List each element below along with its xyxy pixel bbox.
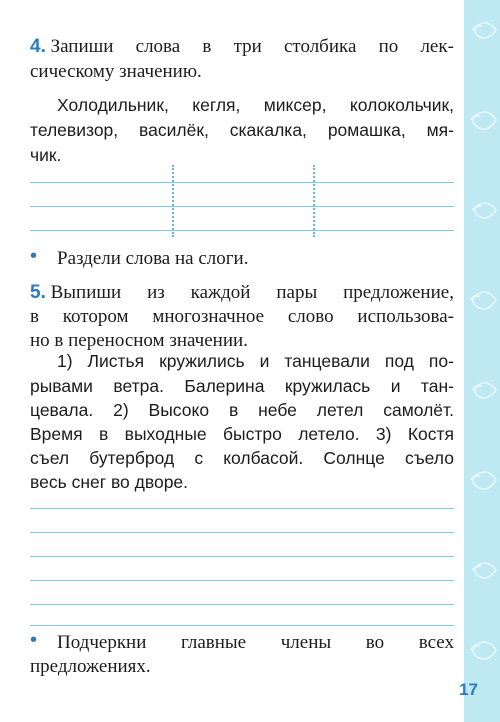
task4-words-line2: телевизор, василёк, скакалка, ромашка, мя- xyxy=(30,120,454,140)
writing-line xyxy=(30,580,454,581)
task5-text-line5: съел бутерброд с колбасой. Солнце съело xyxy=(30,448,454,468)
task4-subtask: Раздели слова на слоги. xyxy=(57,248,249,269)
task5-subtask-line1: Подчеркни главные члены во всех xyxy=(57,632,454,653)
task4-number: 4. xyxy=(30,36,46,57)
task5-text-line3: цевала. 2) Высоко в небе летел самолёт. xyxy=(30,400,454,420)
task4-words-line1: Холодильник, кегля, миксер, колокольчик, xyxy=(57,95,454,115)
writing-line xyxy=(30,182,454,183)
task5-text-line2: рывами ветра. Балерина кружилась и тан- xyxy=(30,376,454,396)
writing-line xyxy=(30,625,454,626)
writing-line xyxy=(30,556,454,557)
task4-words-line3: чик. xyxy=(30,145,62,165)
task5-text-line1: 1) Листья кружились и танцевали под по- xyxy=(57,351,454,371)
column-divider xyxy=(313,165,315,237)
task5-text-line4: Время в выходные быстро летело. 3) Костя xyxy=(30,424,454,444)
task5-instruction-line3: но в переносном значении. xyxy=(30,330,248,351)
writing-line xyxy=(30,532,454,533)
bullet-icon: • xyxy=(30,245,38,267)
column-divider xyxy=(172,165,174,237)
task5-number: 5. xyxy=(30,282,46,303)
swirl-pattern-icon xyxy=(464,0,500,722)
task5-text-line6: весь снег во дворе. xyxy=(30,472,189,492)
writing-line xyxy=(30,206,454,207)
task5-instruction-line2: в котором многозначное слово использова- xyxy=(30,306,454,327)
writing-line xyxy=(30,508,454,509)
task5-instruction-line1: 5. Выпиши из каждой пары предложение, xyxy=(30,282,454,303)
bullet-icon: • xyxy=(30,629,38,651)
writing-line xyxy=(30,230,454,231)
page-number: 17 xyxy=(459,680,478,699)
task5-subtask-line2: предложениях. xyxy=(30,656,151,677)
task4-instruction-line1: 4. Запиши слова в три столбика по лек- xyxy=(30,36,454,57)
writing-line xyxy=(30,604,454,605)
task4-instruction-line2: сическому значению. xyxy=(30,61,202,82)
decorative-margin xyxy=(464,0,500,722)
